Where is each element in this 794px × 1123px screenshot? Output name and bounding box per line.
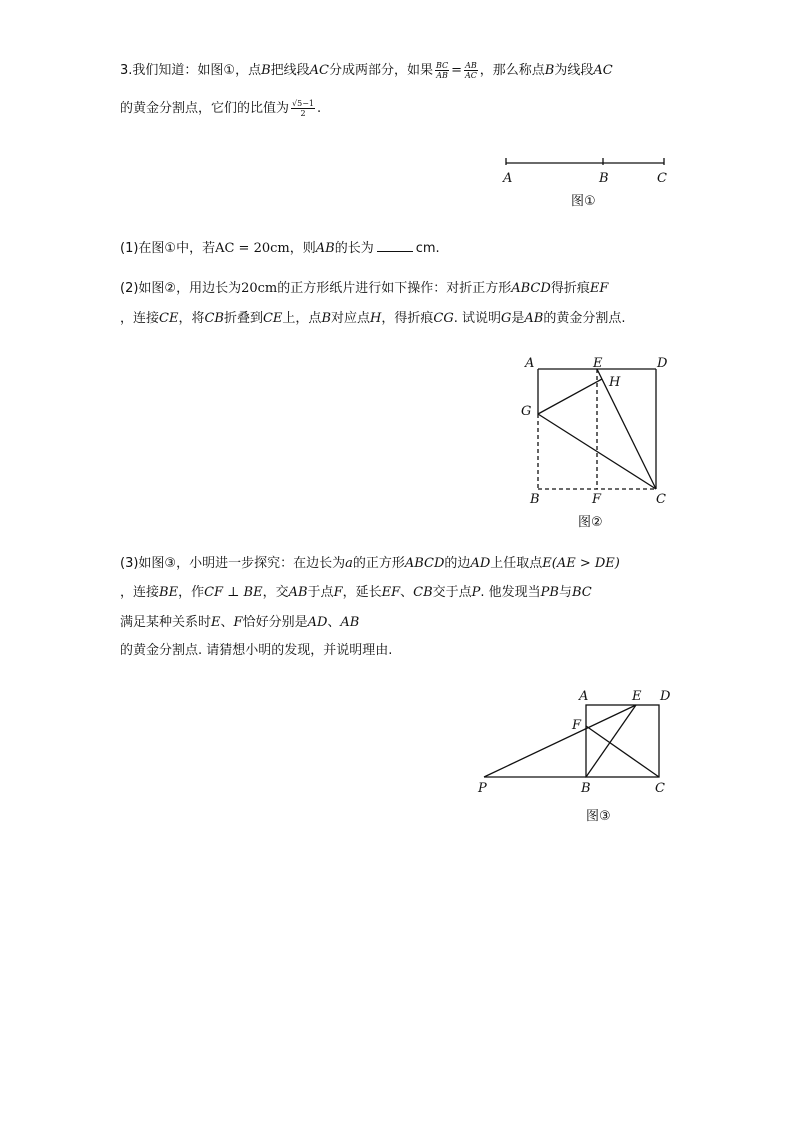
label-f: F bbox=[592, 492, 602, 507]
problem-intro-line-1: 3.我们知道：如图①，点B把线段AC分成两部分，如果 $\frac{BC}{AB}$ = $\frac{AB}{AC}$ ，那么称点B为线段AC bbox=[120, 61, 613, 80]
label-b: B bbox=[581, 781, 591, 796]
part-3-line-4: 的黄金分割点. 请猜想小明的发现，并说明理由. bbox=[120, 643, 393, 658]
label-c: C bbox=[657, 171, 667, 186]
part-1-question: (1)在图①中，若AC = 20cm，则AB的长为 cm. bbox=[120, 241, 440, 256]
given-length: AC = 20cm bbox=[215, 241, 290, 256]
label-d: D bbox=[660, 689, 671, 704]
part-2-line-1: (2)如图②，用边长为20cm的正方形纸片进行如下操作：对折正方形ABCD得折痕EF bbox=[120, 281, 609, 296]
square-abcd bbox=[586, 705, 659, 777]
label-e: E bbox=[593, 356, 603, 371]
figure-3-square-extension bbox=[470, 685, 685, 800]
figure-2-caption: 图② bbox=[578, 515, 603, 530]
part-2-line-2: ，连接CE，将CB折叠到CE上，点B对应点H，得折痕CG. 试说明G是AB的黄金分割点. bbox=[120, 311, 626, 326]
fraction-ab-ac: $\frac{AB}{AC}$ bbox=[464, 61, 477, 80]
part-3-line-3: 满足某种关系时E、F恰好分别是AD、AB bbox=[120, 615, 360, 630]
part-3-line-2: ，连接BE，作CF ⊥ BE，交AB于点F，延长EF、CB交于点P. 他发现当PB与BC bbox=[120, 585, 592, 600]
golden-ratio-fraction: $\frac{√5-1}{2}$ bbox=[292, 99, 314, 118]
label-a: A bbox=[525, 356, 535, 371]
label-a: A bbox=[503, 171, 513, 186]
answer-blank[interactable] bbox=[377, 239, 413, 252]
label-g: G bbox=[521, 404, 532, 419]
label-c: C bbox=[656, 492, 666, 507]
label-c: C bbox=[655, 781, 665, 796]
problem-number: 3 bbox=[120, 63, 129, 78]
label-f: F bbox=[572, 718, 582, 733]
label-d: D bbox=[657, 356, 668, 371]
problem-intro-line-2: 的黄金分割点，它们的比值为 $\frac{√5-1}{2}$ . bbox=[120, 99, 322, 118]
label-a: A bbox=[579, 689, 589, 704]
segment-gh bbox=[538, 379, 602, 414]
label-e: E bbox=[632, 689, 642, 704]
label-p: P bbox=[478, 781, 487, 796]
figure-1-caption: 图① bbox=[571, 194, 596, 209]
figure-3-caption: 图③ bbox=[586, 809, 611, 824]
figure-2-square-fold bbox=[515, 352, 675, 512]
figure-1-segment bbox=[500, 152, 680, 188]
segment-be bbox=[586, 705, 636, 777]
segment-fc bbox=[586, 726, 659, 777]
label-b: B bbox=[530, 492, 540, 507]
part-3-line-1: (3)如图③，小明进一步探究：在边长为a的正方形ABCD的边AD上任取点E(AE > DE) bbox=[120, 556, 620, 571]
fraction-bc-ab: $\frac{BC}{AB}$ bbox=[436, 61, 449, 80]
line-pe bbox=[484, 705, 636, 777]
label-b: B bbox=[599, 171, 609, 186]
label-h: H bbox=[609, 375, 621, 390]
